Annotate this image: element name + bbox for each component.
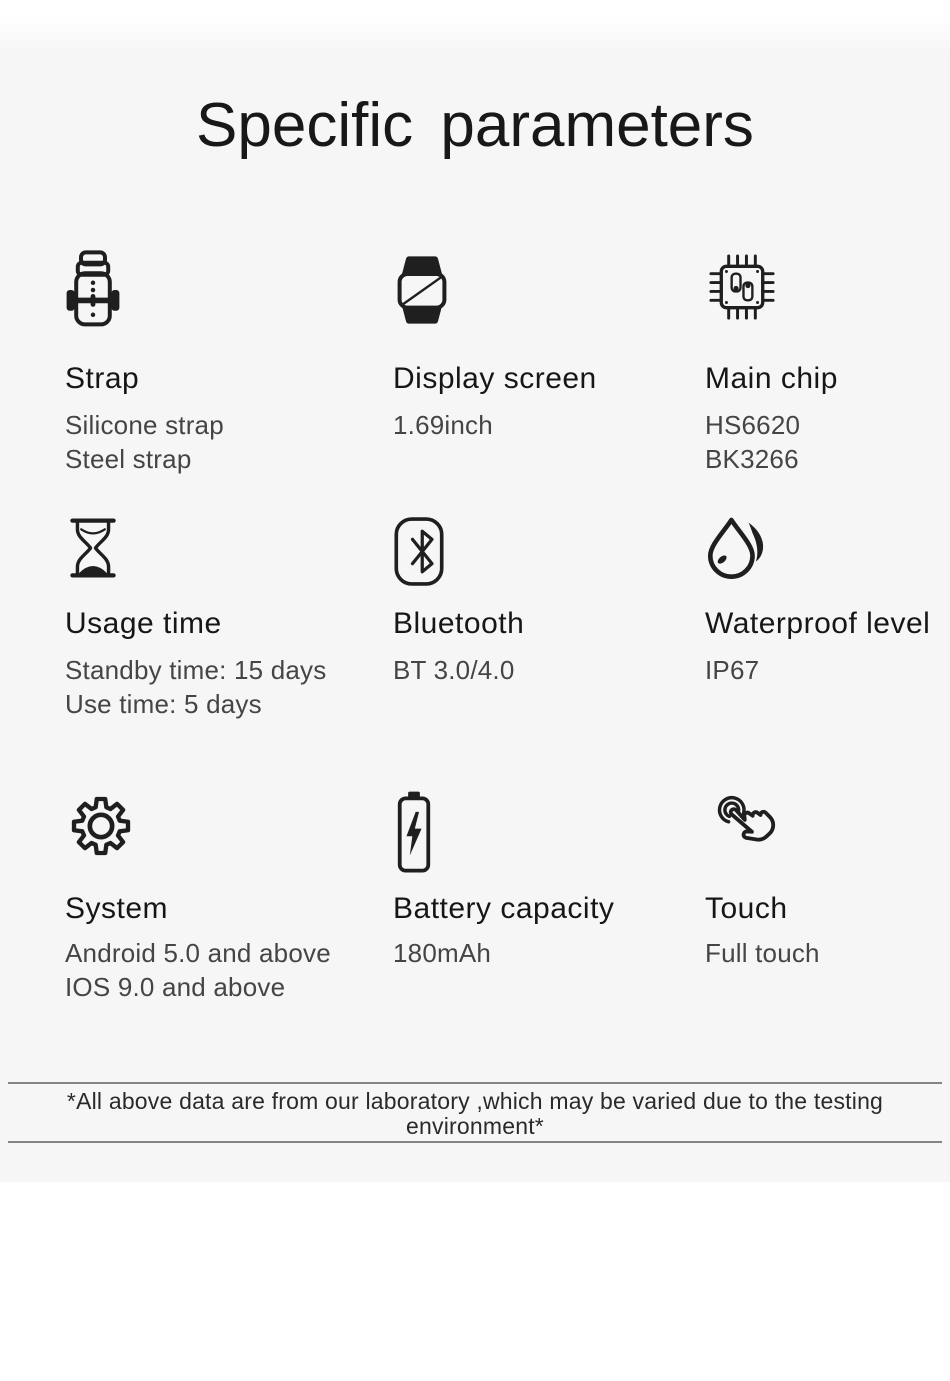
spec-item-chip bbox=[705, 250, 932, 476]
spec-value: Steel strap bbox=[65, 444, 192, 474]
spec-value: Android 5.0 and above bbox=[65, 938, 331, 968]
bluetooth-icon bbox=[393, 515, 705, 583]
spec-grid bbox=[0, 250, 950, 1004]
spec-value: Standby time: 15 days bbox=[65, 655, 327, 685]
spec-item-display bbox=[393, 250, 705, 476]
spec-item-system bbox=[65, 790, 393, 1004]
spec-item-usage bbox=[65, 515, 393, 721]
spec-values bbox=[65, 936, 393, 1004]
spec-label: Bluetooth bbox=[393, 607, 525, 640]
spec-values bbox=[393, 653, 705, 687]
spec-label: Strap bbox=[65, 362, 140, 395]
spec-row-3 bbox=[65, 790, 932, 1004]
spec-value: 1.69inch bbox=[393, 410, 493, 440]
main-chip-icon bbox=[705, 250, 932, 330]
spec-values bbox=[65, 408, 393, 476]
spec-item-battery bbox=[393, 790, 705, 1004]
spec-values bbox=[65, 653, 393, 721]
spec-item-bluetooth bbox=[393, 515, 705, 721]
spec-value: IP67 bbox=[705, 655, 760, 685]
gear-icon bbox=[65, 790, 393, 870]
spec-label: Touch bbox=[705, 892, 788, 925]
spec-label: Waterproof level bbox=[705, 607, 931, 640]
spec-value: 180mAh bbox=[393, 938, 492, 968]
spec-row-2 bbox=[65, 515, 932, 721]
page-title: Specific parameters bbox=[196, 91, 754, 160]
spec-value: IOS 9.0 and above bbox=[65, 972, 286, 1002]
spec-values bbox=[705, 936, 932, 970]
spec-item-waterproof bbox=[705, 515, 932, 721]
waterdrop-icon bbox=[705, 515, 932, 583]
spec-values bbox=[705, 408, 932, 476]
spec-value: Use time: 5 days bbox=[65, 689, 262, 719]
touch-icon bbox=[705, 790, 932, 870]
spec-label: System bbox=[65, 892, 169, 925]
battery-icon bbox=[393, 790, 705, 870]
spec-value: Silicone strap bbox=[65, 410, 224, 440]
spec-values bbox=[705, 653, 932, 687]
footer-note-text: *All above data are from our laboratory ,which may be varied due to the testing environment* bbox=[66, 1088, 884, 1139]
footer-note bbox=[8, 1082, 942, 1143]
spec-label: Display screen bbox=[393, 362, 597, 395]
spec-item-strap bbox=[65, 250, 393, 476]
spec-value: BT 3.0/4.0 bbox=[393, 655, 515, 685]
watch-screen-icon bbox=[393, 250, 705, 330]
spec-value: Full touch bbox=[705, 938, 820, 968]
spec-label: Battery capacity bbox=[393, 892, 615, 925]
spec-value: HS6620 bbox=[705, 410, 801, 440]
spec-label: Main chip bbox=[705, 362, 838, 395]
spec-label: Usage time bbox=[65, 607, 222, 640]
spec-value: BK3266 bbox=[705, 444, 799, 474]
spec-row-1 bbox=[65, 250, 932, 476]
watch-strap-icon bbox=[65, 250, 393, 330]
spec-values bbox=[393, 408, 705, 442]
spec-item-touch bbox=[705, 790, 932, 1004]
hourglass-icon bbox=[65, 515, 393, 583]
spec-values bbox=[393, 936, 705, 970]
